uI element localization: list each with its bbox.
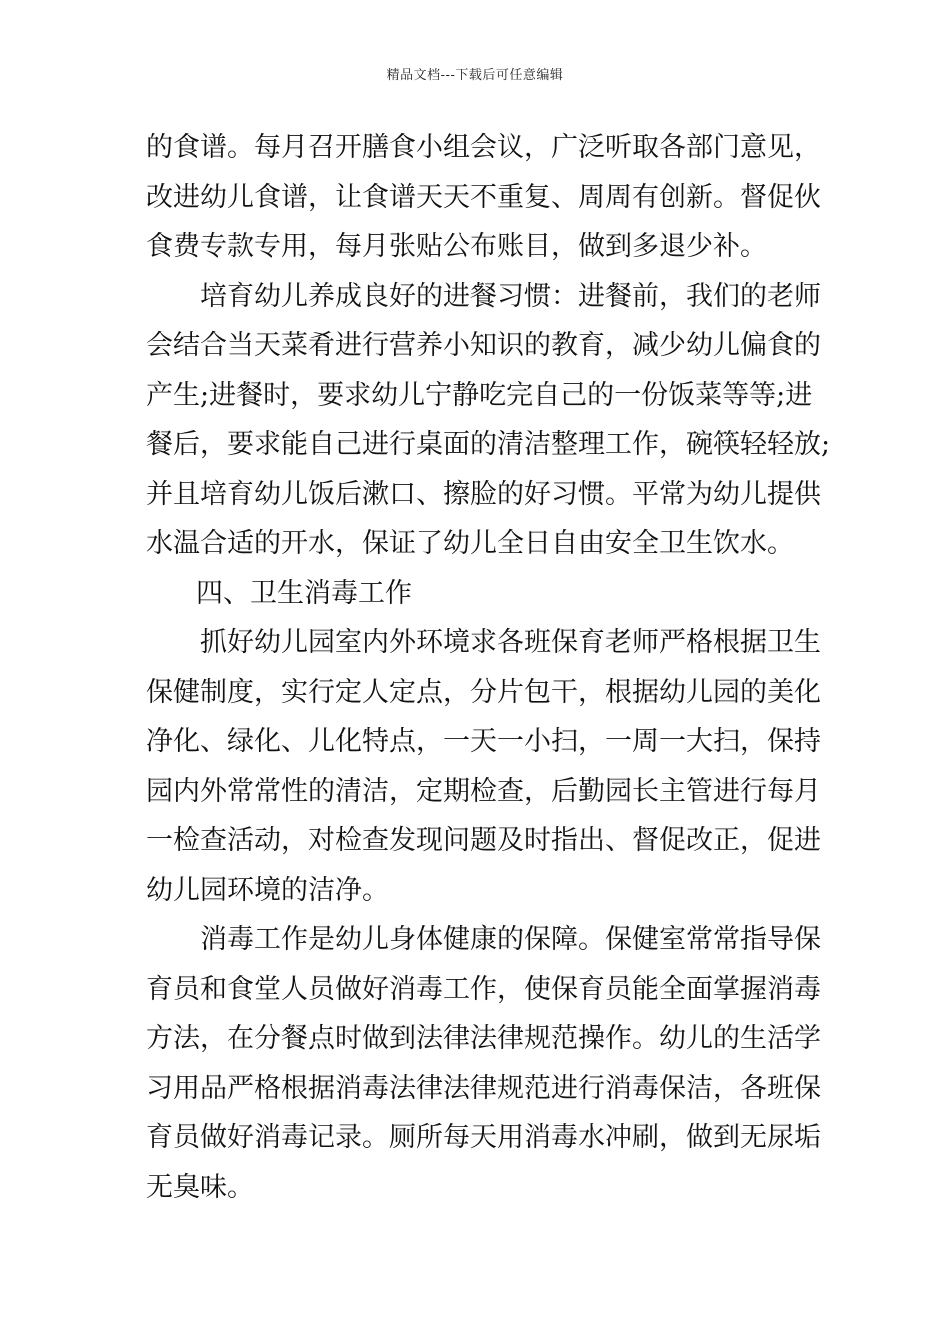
text-line: 会结合当天菜肴进行营养小知识的教育，减少幼儿偏食的 [146, 330, 821, 361]
text-line: 净化、绿化、儿化特点，一天一小扫，一周一大扫，保持 [146, 726, 821, 757]
text-line: 幼儿园环境的洁净。 [146, 874, 389, 906]
text-line: 一检查活动，对检查发现问题及时指出、督促改正，促进 [146, 825, 821, 856]
text-line: 并且培育幼儿饭后漱口、擦脸的好习惯。平常为幼儿提供 [146, 478, 821, 510]
text-line: 育员做好消毒记录。厕所每天用消毒水冲刷，做到无尿垢 [146, 1122, 821, 1153]
text-line: 改进幼儿食谱，让食谱天天不重复、周周有创新。督促伙 [146, 181, 821, 213]
text-line: 习用品严格根据消毒法律法律规范进行消毒保洁，各班保 [146, 1072, 821, 1104]
paragraph-start-line: 消毒工作是幼儿身体健康的保障。保健室常常指导保 [200, 924, 821, 955]
text-line: 园内外常常性的清洁，定期检查，后勤园长主管进行每月 [146, 775, 821, 807]
text-line: 方法，在分餐点时做到法律法律规范操作。幼儿的生活学 [146, 1023, 821, 1054]
text-line: 产生;进餐时，要求幼儿宁静吃完自己的一份饭菜等等;进 [146, 379, 813, 411]
text-line: 保健制度，实行定人定点，分片包干，根据幼儿园的美化 [146, 676, 821, 708]
section-heading: 四、卫生消毒工作 [196, 577, 412, 609]
document-body [146, 128, 831, 1217]
paragraph-start-line: 抓好幼儿园室内外环境求各班保育老师严格根据卫生 [200, 627, 821, 658]
text-line: 餐后，要求能自己进行桌面的清洁整理工作，碗筷轻轻放; [146, 429, 831, 460]
text-line: 无臭味。 [146, 1171, 254, 1203]
paragraph-start-line: 培育幼儿养成良好的进餐习惯：进餐前，我们的老师 [200, 280, 821, 312]
text-line: 食费专款专用，每月张贴公布账目，做到多退少补。 [146, 231, 767, 262]
text-line: 水温合适的开水，保证了幼儿全日自由安全卫生饮水。 [146, 528, 794, 559]
page-header: 精品文档---下载后可任意编辑 [386, 68, 564, 83]
text-line: 的食谱。每月召开膳食小组会议，广泛听取各部门意见， [146, 132, 821, 163]
text-line: 育员和食堂人员做好消毒工作，使保育员能全面掌握消毒 [146, 973, 821, 1005]
